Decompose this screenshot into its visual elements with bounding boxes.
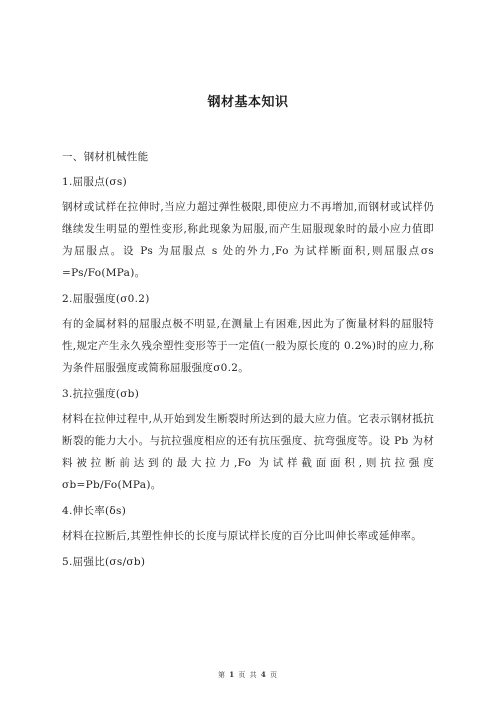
paragraph-yield-strength: 有的金属材料的屈服点极不明显,在测量上有困难,因此为了衡量材料的屈服特性,规定产生永久残余塑性变形等于一定值(一般为原长度的 0.2%)时的应力,称为条件屈服强度或简称屈服强度σ0.2。: [62, 318, 434, 374]
footer-current-page: 1: [229, 670, 236, 679]
footer-middle: 页 共: [238, 671, 258, 679]
page-footer: [0, 670, 496, 680]
paragraph-yield-point: 钢材或试样在拉伸时,当应力超过弹性极限,即使应力不再增加,而钢材或试样仍继续发生明显的塑性变形,称此现象为屈服,而产生屈服现象时的最小应力值即为屈服点。设 Ps 为屈服点 s 处的外力,Fo 为试样断面积,则屈服点σs =Ps/Fo(MPa)。: [62, 201, 434, 279]
item-heading-yield-point: 1.屈服点(σs): [62, 176, 127, 188]
footer-suffix: 页: [269, 671, 278, 679]
document-title: 钢材基本知识: [207, 95, 289, 110]
item-heading-yield-ratio: 5.屈强比(σs/σb): [62, 556, 146, 568]
paragraph-elongation: 材料在拉断后,其塑性伸长的长度与原试样长度的百分比叫伸长率或延伸率。: [62, 530, 423, 542]
item-heading-yield-strength: 2.屈服强度(σ0.2): [62, 293, 150, 305]
section-heading: 一、钢材机械性能: [62, 151, 149, 163]
item-heading-tensile-strength: 3.抗拉强度(σb): [62, 388, 140, 400]
paragraph-tensile-strength: 材料在拉伸过程中,从开始到发生断裂时所达到的最大应力值。它表示钢材抵抗断裂的能力大小。与抗拉强度相应的还有抗压强度、抗弯强度等。设 Pb 为材料被拉断前达到的最大拉力,Fo 为试样截面面积,则抗拉强度σb=Pb/Fo(MPa)。: [62, 413, 434, 491]
footer-prefix: 第: [218, 671, 227, 679]
document-body: [62, 146, 434, 576]
item-heading-elongation: 4.伸长率(δs): [62, 505, 127, 517]
footer-total-pages: 4: [260, 670, 267, 679]
